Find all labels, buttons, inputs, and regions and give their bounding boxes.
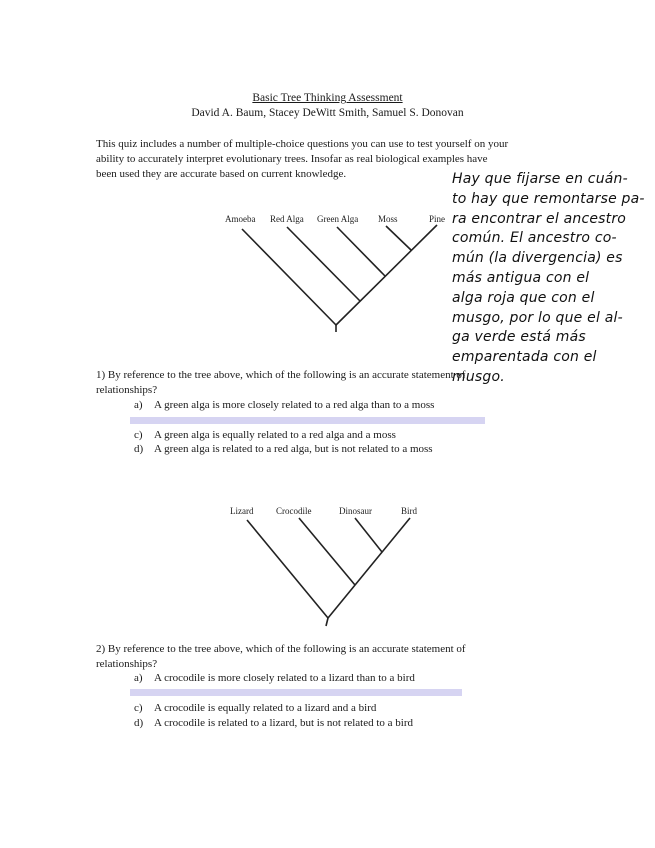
note-line: musgo. xyxy=(452,368,505,385)
taxon-label-amoeba: Amoeba xyxy=(225,214,256,224)
question-1-option-c[interactable] xyxy=(134,428,396,443)
taxon-label-green-alga: Green Alga xyxy=(317,214,359,224)
taxon-label-lizard: Lizard xyxy=(230,506,254,516)
note-line: Hay que fijarse en cuán- xyxy=(452,171,628,187)
option-label: c) xyxy=(134,429,143,441)
note-line: to hay que remontarse pa- xyxy=(452,190,645,207)
tree1-branch-green-alga xyxy=(337,227,385,276)
highlight-mark xyxy=(130,417,485,424)
document-title: Basic Tree Thinking Assessment xyxy=(252,92,403,104)
note-line: más antigua con el xyxy=(452,269,590,286)
question-1-option-d[interactable] xyxy=(134,442,433,457)
option-label: d) xyxy=(134,717,144,729)
question-1-stem xyxy=(96,368,566,398)
highlight-mark xyxy=(130,689,462,696)
intro-line: ability to accurately interpret evolutionary trees. Insofar as real biological examples have xyxy=(96,153,488,165)
question-2-stem xyxy=(96,642,566,672)
note-line: ra encontrar el ancestro xyxy=(452,210,627,227)
question-1-line: 1) By reference to the tree above, which of the following is an accurate statement of xyxy=(96,369,466,381)
question-2-option-c[interactable] xyxy=(134,701,376,716)
tree-diagram-2 xyxy=(222,500,432,630)
option-text: A green alga is more closely related to a red alga than to a moss xyxy=(154,399,435,411)
intro-line: been used they are accurate based on current knowledge. xyxy=(96,168,347,180)
option-text: A crocodile is more closely related to a lizard than to a bird xyxy=(154,672,415,684)
tree2-branch-dinosaur xyxy=(355,518,382,552)
taxon-label-red-alga: Red Alga xyxy=(270,214,304,224)
option-label: c) xyxy=(134,702,143,714)
question-2-option-a[interactable] xyxy=(134,671,415,686)
taxon-label-moss: Moss xyxy=(378,214,398,224)
tree1-branch-moss xyxy=(386,226,411,250)
tree2-branches xyxy=(247,518,410,626)
note-line: común. El ancestro co- xyxy=(452,230,617,247)
taxon-label-bird: Bird xyxy=(401,506,418,516)
tree1-branch-amoeba xyxy=(242,229,336,325)
question-2-line: relationships? xyxy=(96,658,158,670)
option-text: A crocodile is equally related to a lizard and a bird xyxy=(154,702,377,714)
taxon-label-dinosaur: Dinosaur xyxy=(339,506,372,516)
option-text: A green alga is related to a red alga, but is not related to a moss xyxy=(154,443,433,455)
question-1-line: relationships? xyxy=(96,384,158,396)
option-text: A crocodile is related to a lizard, but is not related to a bird xyxy=(154,717,414,729)
note-line: mún (la divergencia) es xyxy=(452,250,623,267)
tree1-branch-red-alga xyxy=(287,227,360,301)
note-line: alga roja que con el xyxy=(452,289,595,306)
tree1-branch-pine xyxy=(336,225,437,325)
tree2-root xyxy=(326,618,328,626)
authors-line: David A. Baum, Stacey DeWitt Smith, Samuel S. Donovan xyxy=(191,107,464,119)
tree1-branches xyxy=(242,225,437,332)
note-line: musgo, por lo que el al- xyxy=(452,309,623,326)
intro-line: This quiz includes a number of multiple-choice questions you can use to test yourself on your xyxy=(96,138,509,150)
option-label: a) xyxy=(134,399,143,411)
note-line: emparentada con el xyxy=(452,349,597,366)
handwritten-note xyxy=(452,170,652,388)
tree2-branch-crocodile xyxy=(299,518,355,585)
option-text: A green alga is equally related to a red alga and a moss xyxy=(154,429,396,441)
tree-diagram-1 xyxy=(215,205,455,335)
note-line: ga verde está más xyxy=(452,329,586,346)
taxon-label-pine: Pine xyxy=(429,214,446,224)
question-1-option-a[interactable] xyxy=(134,398,434,413)
question-2-option-d[interactable] xyxy=(134,716,413,731)
option-label: d) xyxy=(134,443,144,455)
question-2-line: 2) By reference to the tree above, which of the following is an accurate statement of xyxy=(96,643,466,655)
tree2-branch-lizard xyxy=(247,520,328,618)
option-label: a) xyxy=(134,672,143,684)
taxon-label-crocodile: Crocodile xyxy=(276,506,312,516)
